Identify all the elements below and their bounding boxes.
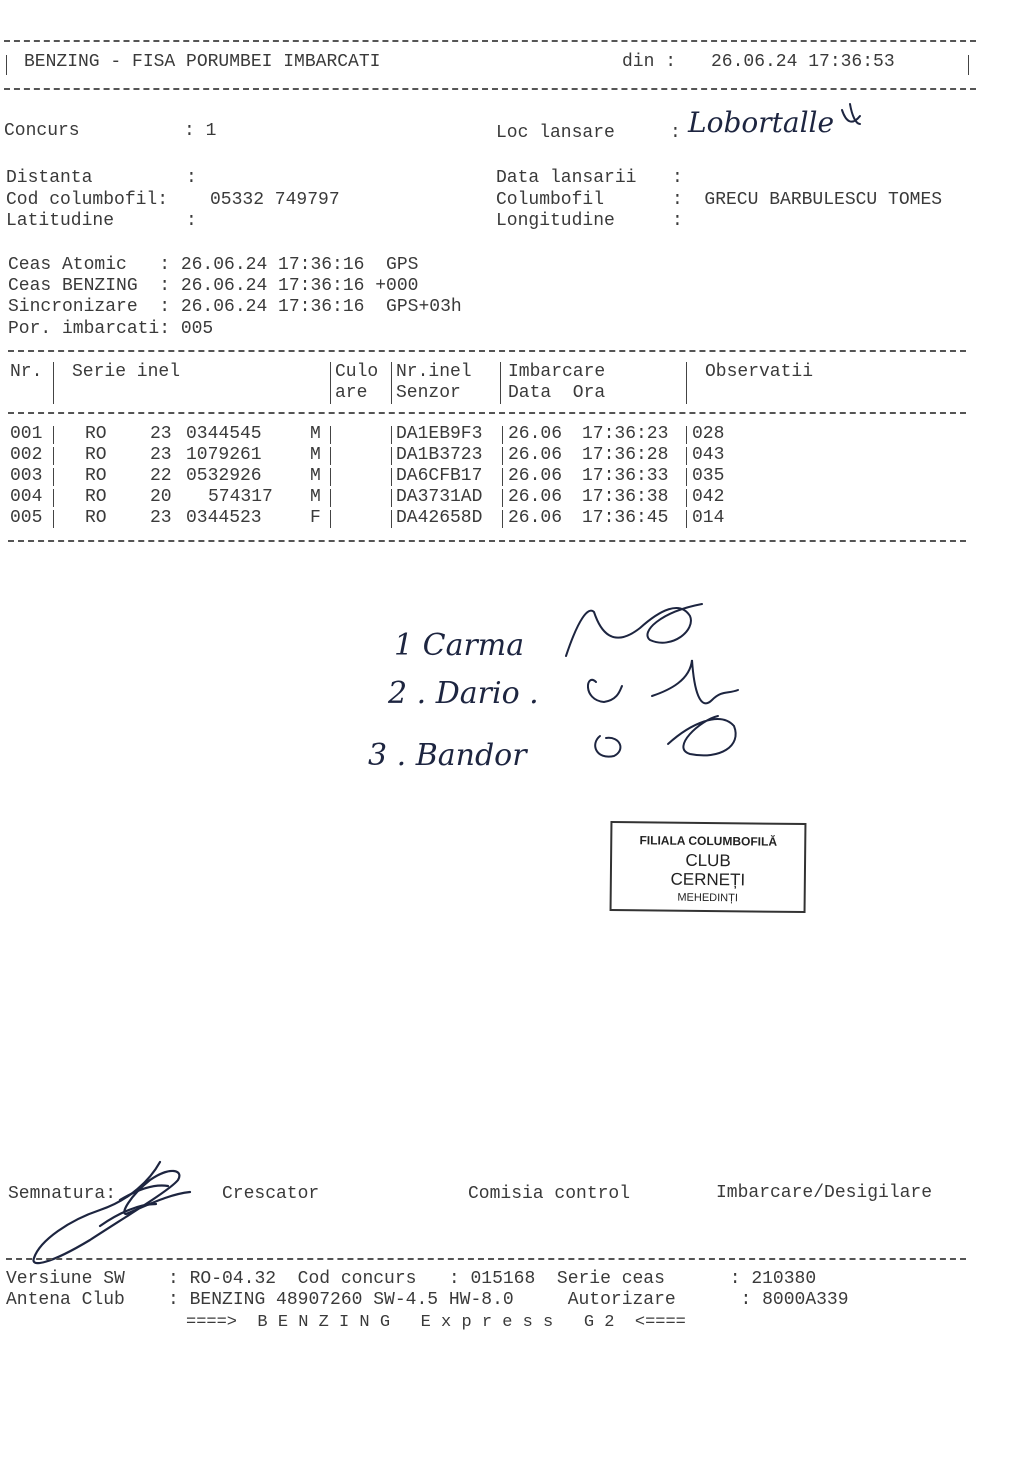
stamp-line-4: MEHEDINȚI	[677, 891, 738, 905]
signature-mark	[842, 104, 860, 124]
row-ora: 17:36:38	[582, 487, 669, 507]
row-nr: 001	[10, 424, 43, 444]
row-senzor: DA1EB9F3	[396, 424, 483, 444]
row-inel: 0532926	[186, 466, 262, 486]
row-ora: 17:36:33	[582, 466, 669, 486]
col-header-imbarcare-2: Data Ora	[508, 383, 606, 403]
footer-line-3: ====> B E N Z I N G E x p r e s s G 2 <====	[186, 1313, 686, 1332]
row-senzor: DA6CFB17	[396, 466, 483, 486]
row-an: 23	[150, 445, 172, 465]
row-sex: M	[310, 424, 321, 444]
por-imbarcati-line: Por. imbarcati: 005	[8, 319, 214, 339]
footer-line-2: Antena Club : BENZING 48907260 SW-4.5 HW-8.0 Autorizare : 8000A339	[6, 1290, 849, 1310]
col-header-observatii: Observatii	[705, 362, 814, 382]
col-header-imbarcare-1: Imbarcare	[508, 362, 606, 382]
stamp-line-2: CLUB	[685, 850, 731, 871]
row-senzor: DA3731AD	[396, 487, 483, 507]
distanta-label: Distanta	[6, 168, 93, 188]
footer-top-rule	[6, 1258, 966, 1260]
signature-mark	[652, 660, 738, 703]
ceas-benzing-line: Ceas BENZING : 26.06.24 17:36:16 +000	[8, 276, 419, 296]
row-an: 23	[150, 508, 172, 528]
col-header-nrinel-2: Senzor	[396, 383, 461, 403]
loc-lansare-label: Loc lansare	[496, 123, 615, 143]
signature-mark	[588, 680, 622, 702]
col-header-culoare-1: Culo	[335, 362, 379, 382]
row-obs: 014	[692, 508, 725, 528]
semnatura-label: Semnatura:	[8, 1184, 117, 1204]
row-ora: 17:36:28	[582, 445, 669, 465]
row-tara: RO	[85, 424, 107, 444]
latitudine-value: :	[186, 211, 197, 231]
row-inel: 0344523	[186, 508, 262, 528]
row-sex: M	[310, 487, 321, 507]
handwritten-line-2: 2 . Dario .	[388, 676, 539, 711]
col-header-nrinel-1: Nr.inel	[396, 362, 472, 382]
crescator-label: Crescator	[222, 1184, 320, 1204]
columbofil-value: : GRECU BARBULESCU TOMES	[672, 190, 943, 210]
loc-lansare-colon: :	[670, 123, 681, 143]
cod-columbofil-label: Cod columbofil:	[6, 190, 169, 210]
row-senzor: DA42658D	[396, 508, 483, 528]
row-ora: 17:36:45	[582, 508, 669, 528]
row-inel: 1079261	[186, 445, 262, 465]
row-inel: 0344545	[186, 424, 262, 444]
data-lansarii-value: :	[672, 168, 683, 188]
comisia-label: Comisia control	[468, 1184, 631, 1204]
stamp-line-1: FILIALA COLUMBOFILĂ	[639, 833, 778, 849]
row-tara: RO	[85, 487, 107, 507]
longitudine-value: :	[672, 211, 683, 231]
row-tara: RO	[85, 466, 107, 486]
row-obs: 043	[692, 445, 725, 465]
loc-lansare-handwritten: Lobortalle	[688, 106, 835, 139]
row-tara: RO	[85, 508, 107, 528]
row-sex: F	[310, 508, 321, 528]
col-header-nr: Nr.	[10, 362, 43, 382]
row-nr: 003	[10, 466, 43, 486]
signature-mark	[595, 736, 620, 757]
print-date-value: 26.06.24 17:36:53	[711, 52, 895, 72]
club-stamp	[610, 821, 807, 913]
ceas-atomic-line: Ceas Atomic : 26.06.24 17:36:16 GPS	[8, 255, 419, 275]
print-date-label: din :	[622, 52, 677, 72]
signature-mark	[566, 604, 702, 656]
col-header-serie: Serie inel	[72, 362, 181, 382]
row-ora: 17:36:23	[582, 424, 669, 444]
latitudine-label: Latitudine	[6, 211, 115, 231]
row-an: 20	[150, 487, 172, 507]
row-nr: 002	[10, 445, 43, 465]
col-header-culoare-2: are	[335, 383, 368, 403]
row-data: 26.06	[508, 466, 563, 486]
data-lansarii-label: Data lansarii	[496, 168, 637, 188]
handwritten-line-1: 1 Carma	[394, 628, 525, 663]
row-data: 26.06	[508, 424, 563, 444]
concurs-value: : 1	[184, 121, 217, 141]
row-sex: M	[310, 466, 321, 486]
row-data: 26.06	[508, 487, 563, 507]
stamp-line-3: CERNEȚI	[670, 869, 746, 890]
row-obs: 035	[692, 466, 725, 486]
cod-columbofil-value: 05332 749797	[210, 190, 340, 210]
signature-mark	[668, 716, 736, 755]
row-senzor: DA1B3723	[396, 445, 483, 465]
row-an: 22	[150, 466, 172, 486]
row-nr: 004	[10, 487, 43, 507]
footer-line-1: Versiune SW : RO-04.32 Cod concurs : 015168 Serie ceas : 210380	[6, 1269, 817, 1289]
row-tara: RO	[85, 445, 107, 465]
longitudine-label: Longitudine	[496, 211, 615, 231]
distanta-value: :	[186, 168, 197, 188]
handwritten-line-3: 3 . Bandor	[368, 738, 527, 773]
sincronizare-line: Sincronizare : 26.06.24 17:36:16 GPS+03h	[8, 297, 462, 317]
row-data: 26.06	[508, 508, 563, 528]
document-title: BENZING - FISA PORUMBEI IMBARCATI	[24, 52, 381, 72]
concurs-label: Concurs	[4, 121, 80, 141]
row-an: 23	[150, 424, 172, 444]
imbarcare-label: Imbarcare/Desigilare	[716, 1183, 933, 1203]
signature-mark	[33, 1162, 190, 1263]
row-obs: 028	[692, 424, 725, 444]
row-nr: 005	[10, 508, 43, 528]
columbofil-label: Columbofil	[496, 190, 605, 210]
row-obs: 042	[692, 487, 725, 507]
row-sex: M	[310, 445, 321, 465]
row-data: 26.06	[508, 445, 563, 465]
row-inel: 574317	[208, 487, 273, 507]
